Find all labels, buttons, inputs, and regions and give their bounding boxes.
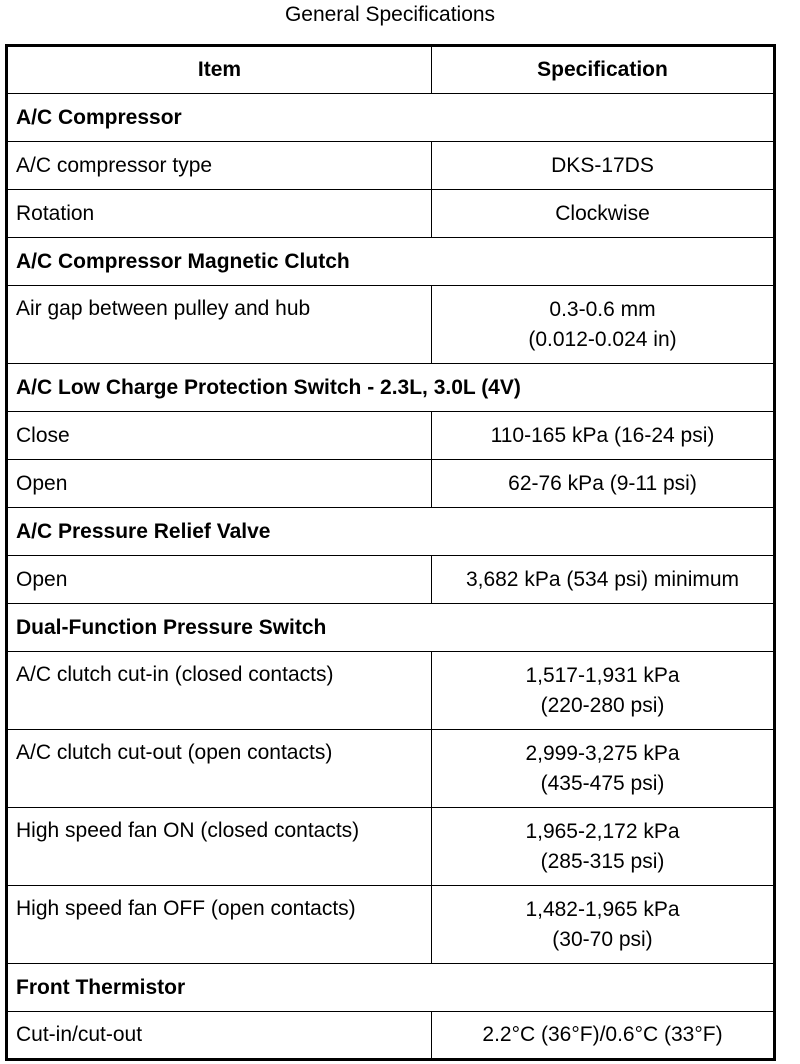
specification-value: 2,999-3,275 kPa <box>525 741 680 765</box>
specification-cell <box>432 1012 775 1060</box>
item-cell: A/C compressor type <box>7 142 432 190</box>
table-row <box>7 412 775 460</box>
section-row <box>7 364 775 412</box>
item-cell: High speed fan OFF (open contacts) <box>7 886 432 964</box>
section-row <box>7 508 775 556</box>
specification-value: 3,682 kPa (534 psi) minimum <box>465 567 740 591</box>
specification-cell <box>432 808 775 886</box>
item-cell: A/C clutch cut-in (closed contacts) <box>7 652 432 730</box>
specifications-table <box>5 44 776 1061</box>
item-cell: Air gap between pulley and hub <box>7 286 432 364</box>
specification-column-header: Specification <box>432 46 775 94</box>
specification-value: (220-280 psi) <box>540 693 665 717</box>
specification-cell <box>432 460 775 508</box>
table-row <box>7 190 775 238</box>
section-title: Dual-Function Pressure Switch <box>7 604 775 652</box>
item-cell: High speed fan ON (closed contacts) <box>7 808 432 886</box>
specification-value: 110-165 kPa (16-24 psi) <box>490 423 715 447</box>
table-row <box>7 886 775 964</box>
specification-cell <box>432 190 775 238</box>
specification-cell <box>432 652 775 730</box>
section-row <box>7 964 775 1012</box>
item-column-header: Item <box>7 46 432 94</box>
section-title: A/C Compressor <box>7 94 775 142</box>
section-title: A/C Low Charge Protection Switch - 2.3L, 3.0L (4V) <box>7 364 775 412</box>
specification-cell <box>432 142 775 190</box>
table-row <box>7 730 775 808</box>
table-row <box>7 142 775 190</box>
specification-value: 2.2°C (36°F)/0.6°C (33°F) <box>482 1023 723 1046</box>
specification-cell <box>432 556 775 604</box>
specification-cell <box>432 286 775 364</box>
item-cell: Open <box>7 556 432 604</box>
table-row <box>7 1012 775 1060</box>
section-row <box>7 94 775 142</box>
table-caption: General Specifications <box>284 3 496 26</box>
item-cell: Rotation <box>7 190 432 238</box>
specification-cell <box>432 412 775 460</box>
specification-value: (285-315 psi) <box>540 849 665 873</box>
section-row <box>7 604 775 652</box>
section-title: A/C Compressor Magnetic Clutch <box>7 238 775 286</box>
table-row <box>7 556 775 604</box>
table-row <box>7 652 775 730</box>
specification-value: (0.012-0.024 in) <box>528 327 677 351</box>
table-row <box>7 286 775 364</box>
specification-value: 62-76 kPa (9-11 psi) <box>508 471 697 495</box>
specification-value: 0.3-0.6 mm <box>549 297 656 321</box>
specification-cell <box>432 886 775 964</box>
section-title: Front Thermistor <box>7 964 775 1012</box>
specification-value: (30-70 psi) <box>552 927 653 951</box>
section-row <box>7 238 775 286</box>
specification-value: (435-475 psi) <box>540 771 665 795</box>
table-row <box>7 808 775 886</box>
specification-value: DKS-17DS <box>551 153 654 177</box>
specification-value: 1,517-1,931 kPa <box>525 663 680 687</box>
specification-cell <box>432 730 775 808</box>
specification-value: Clockwise <box>555 201 650 225</box>
item-cell: A/C clutch cut-out (open contacts) <box>7 730 432 808</box>
specification-value: 1,482-1,965 kPa <box>525 897 680 921</box>
item-cell: Open <box>7 460 432 508</box>
item-cell: Cut-in/cut-out <box>7 1012 432 1060</box>
table-body <box>7 94 775 1060</box>
table-row <box>7 460 775 508</box>
specification-value: 1,965-2,172 kPa <box>525 819 680 843</box>
section-title: A/C Pressure Relief Valve <box>7 508 775 556</box>
item-cell: Close <box>7 412 432 460</box>
header-row <box>7 46 775 94</box>
